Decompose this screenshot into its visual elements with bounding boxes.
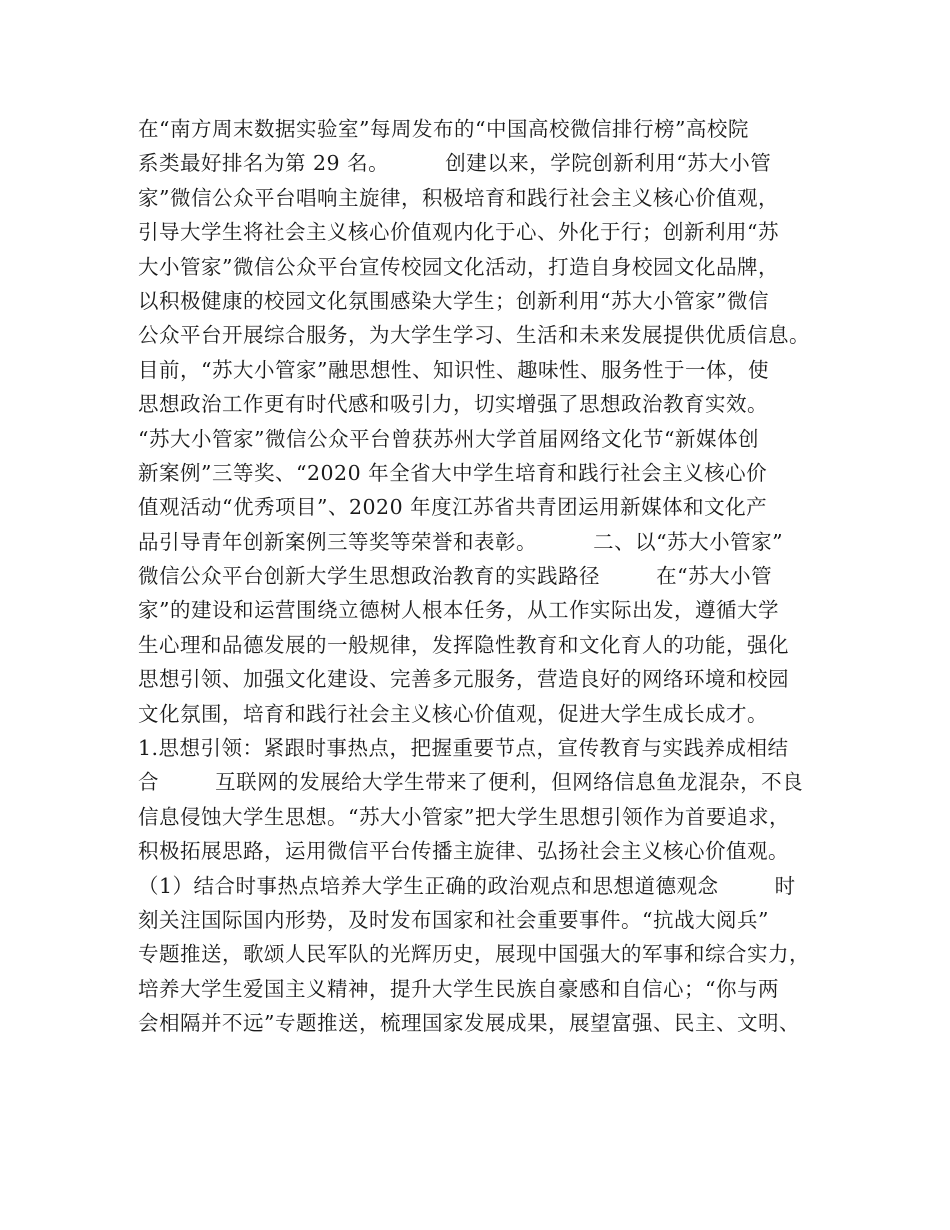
text-line: 引导大学生将社会主义核心价值观内化于心、外化于行；创新利用“苏 bbox=[138, 220, 779, 245]
text-line: 信息侵蚀大学生思想。“苏大小管家”把大学生思想引领作为首要追求， bbox=[138, 804, 790, 829]
text-line: 1.思想引领：紧跟时事热点，把握重要节点，宣传教育与实践养成相结 bbox=[138, 736, 789, 761]
text-line: 品引导青年创新案例三等奖等荣誉和表彰。 二、以“苏大小管家” bbox=[138, 529, 784, 554]
text-line: 家”微信公众平台唱响主旋律，积极培育和践行社会主义核心价值观， bbox=[138, 185, 779, 210]
text-line: 生心理和品德发展的一般规律，发挥隐性教育和文化育人的功能，强化 bbox=[138, 632, 789, 657]
text-line: 值观活动“优秀项目”、2020 年度江苏省共青团运用新媒体和文化产 bbox=[138, 495, 768, 520]
text-line: （1）结合时事热点培养大学生正确的政治观点和思想道德观念 时 bbox=[138, 873, 796, 898]
text-line: 大小管家”微信公众平台宣传校园文化活动，打造自身校园文化品牌， bbox=[138, 254, 779, 279]
text-line: 系类最好排名为第 29 名。 创建以来，学院创新利用“苏大小管 bbox=[138, 151, 772, 176]
text-line: 文化氛围，培育和践行社会主义核心价值观，促进大学生成长成才。 bbox=[138, 701, 768, 726]
text-line: 思想政治工作更有时代感和吸引力，切实增强了思想政治教育实效。 bbox=[138, 392, 768, 417]
text-line: 会相隔并不远”专题推送，梳理国家发展成果，展望富强、民主、文明、 bbox=[138, 1011, 800, 1036]
text-line: 思想引领、加强文化建设、完善多元服务，营造良好的网络环境和校园 bbox=[138, 667, 789, 692]
text-line: 家”的建设和运营围绕立德树人根本任务，从工作实际出发，遵循大学 bbox=[138, 598, 779, 623]
text-line: 新案例”三等奖、“2020 年全省大中学生培育和践行社会主义核心价 bbox=[138, 460, 768, 485]
text-line: 以积极健康的校园文化氛围感染大学生；创新利用“苏大小管家”微信 bbox=[138, 288, 769, 313]
text-line: 微信公众平台创新大学生思想政治教育的实践路径 在“苏大小管 bbox=[138, 564, 773, 589]
body-text bbox=[138, 112, 838, 1041]
text-line: 公众平台开展综合服务，为大学生学习、生活和未来发展提供优质信息。 bbox=[138, 323, 810, 348]
text-line: 专题推送，歌颂人民军队的光辉历史，展现中国强大的军事和综合实力， bbox=[138, 942, 810, 967]
text-line: 刻关注国际国内形势，及时发布国家和社会重要事件。“抗战大阅兵” bbox=[138, 907, 769, 932]
text-line: 目前，“苏大小管家”融思想性、知识性、趣味性、服务性于一体，使 bbox=[138, 357, 769, 382]
text-line: “苏大小管家”微信公众平台曾获苏州大学首届网络文化节“新媒体创 bbox=[138, 426, 759, 451]
text-line: 合 互联网的发展给大学生带来了便利，但网络信息鱼龙混杂，不良 bbox=[138, 770, 804, 795]
text-line: 在“南方周末数据实验室”每周发布的“中国高校微信排行榜”高校院 bbox=[138, 117, 749, 141]
text-line: 积极拓展思路，运用微信平台传播主旋律、弘扬社会主义核心价值观。 bbox=[138, 839, 789, 864]
text-line: 培养大学生爱国主义精神，提升大学生民族自豪感和自信心；“你与两 bbox=[138, 976, 779, 1001]
